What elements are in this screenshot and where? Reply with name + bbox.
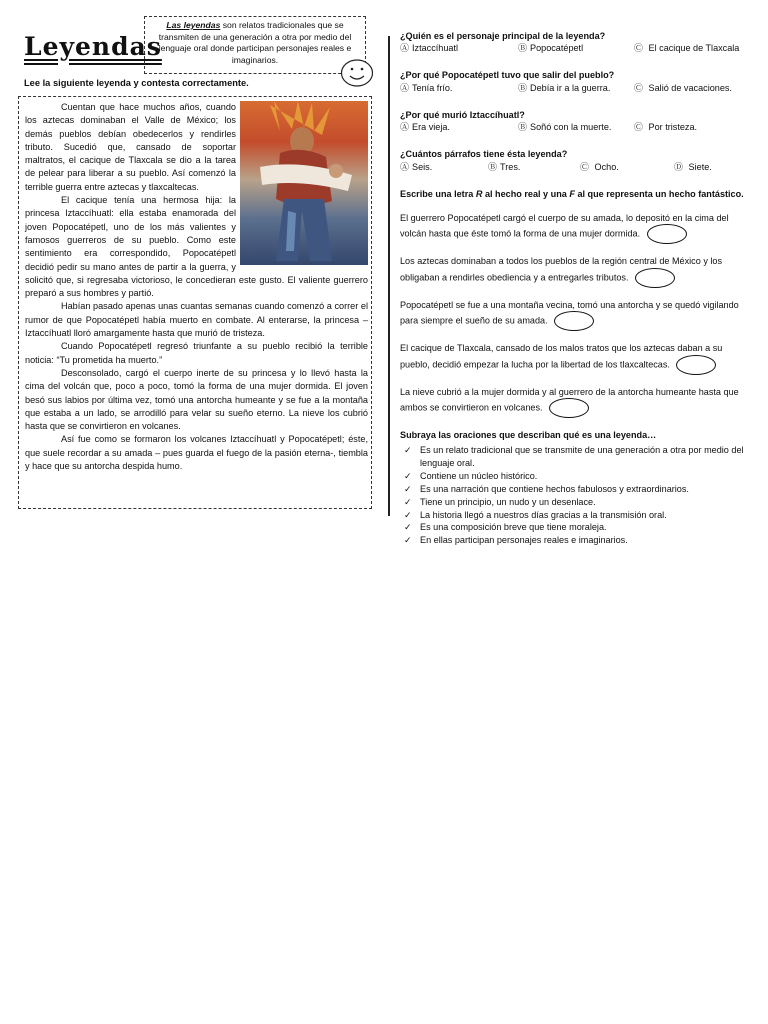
page-title: Leyendas [24, 32, 162, 61]
answer-oval[interactable] [549, 398, 589, 418]
answer-oval[interactable] [554, 311, 594, 331]
check-icon: ✓ [404, 483, 412, 494]
option-b[interactable]: Ⓑ Tres. [488, 161, 521, 172]
checklist-item[interactable]: ✓ Es una composición breve que tiene moraleja. [404, 522, 607, 533]
checklist-item[interactable]: ✓ Tiene un principio, un nudo y un desenlace. [404, 496, 596, 507]
checklist-item[interactable]: ✓ Es una narración que contiene hechos fabulosos y extraordinarios. [404, 483, 689, 494]
definition-checklist [400, 444, 746, 546]
option-a[interactable]: Ⓐ Iztaccíhuatl [400, 43, 459, 54]
smiley-face-icon [340, 58, 374, 88]
checklist-item[interactable]: ✓ En ellas participan personajes reales e imaginarios. [404, 535, 628, 546]
fact-statement-3: Popocatépetl se fue a una montaña vecina, tomó una antorcha y se quedó vigilando para siempre el sueño de su amada. [400, 299, 746, 331]
definition-term: Las leyendas [166, 20, 221, 30]
answer-oval[interactable] [635, 268, 675, 288]
story-paragraph-4: Cuando Popocatépetl regresó triunfante a su pueblo recibió la terrible noticia: “Tu prometida ha muerto.” [25, 341, 368, 365]
check-icon: ✓ [404, 522, 412, 533]
fact-statement-1: El guerrero Popocatépetl cargó el cuerpo de su amada, lo depositó en la cima del volcán hasta que éste tomó la forma de una mujer dormida. [400, 212, 746, 244]
check-icon: ✓ [404, 509, 412, 520]
fact-statement-5: La nieve cubrió a la mujer dormida y al guerrero de la antorcha humeante hasta que ambos se convirtieron en volcanes. [400, 386, 746, 418]
option-b[interactable]: Ⓑ Soñó con la muerte. [518, 122, 612, 133]
column-divider [388, 36, 390, 516]
option-a[interactable]: Ⓐ Era vieja. [400, 122, 450, 133]
check-icon: ✓ [404, 535, 412, 546]
legend-illustration [240, 101, 368, 265]
fact-statement-2: Los aztecas dominaban a todos los pueblos de la región central de México y los obligaban a rendirles obediencia y a entregarles tributos. [400, 255, 746, 287]
option-c[interactable]: Ⓒ Por tristeza. [634, 122, 698, 133]
option-b[interactable]: Ⓑ Debía ir a la guerra. [518, 82, 611, 93]
checklist-item[interactable]: ✓ La historia llegó a nuestros días gracias a la transmisión oral. [404, 509, 667, 520]
story-paragraph-1: Cuentan que hace muchos años, cuando los aztecas dominaban el Valle de México; los demás pueblos debían obedecerlos y rendirles tributo. Sucedió que, cansado de soportar maltratos, el cacique de Tlaxcala se dio a la tarea de pelear para liberar a su pueblo. Así comenzó la terrible guerra entre aztecas y tlaxcaltecas. [25, 102, 236, 192]
option-b[interactable]: Ⓑ Popocatépetl [518, 43, 584, 54]
option-c[interactable]: Ⓒ Salió de vacaciones. [634, 82, 732, 93]
reading-instruction: Lee la siguiente leyenda y contesta correctamente. [24, 78, 249, 88]
definition-text: son relatos tradicionales que se transmiten de una generación a otra por medio del lenguaje oral donde participan personajes reales e imaginarios. [158, 20, 352, 65]
legend-text-box [18, 96, 372, 509]
story-paragraph-2: El cacique tenía una hermosa hija: la princesa Iztaccíhuatl: ella estaba enamorada del joven Popocatépetl, uno de los más valientes y famosos guerreros de su pueblo. Como este sentimiento era correspondido, Popocatépetl decidió pedir su mano antes de partir a la guerra, y solicitó que, si regresaba victorioso, le concedieran este gusto. El valiente guerrero preparó a sus hombres y partió. [25, 195, 368, 299]
question-4 [400, 148, 746, 173]
option-d[interactable]: Ⓓ Siete. [674, 161, 712, 172]
checklist-item[interactable]: ✓ Contiene un núcleo histórico. [404, 470, 538, 481]
fact-statement-4: El cacique de Tlaxcala, cansado de los malos tratos que los aztecas daban a su pueblo, decidió empezar la lucha por la libertad de los tlaxcaltecas. [400, 342, 746, 374]
question-text: ¿Quién es el personaje principal de la leyenda? [400, 31, 606, 41]
question-text: ¿Por qué murió Iztaccíhuatl? [400, 109, 525, 120]
questions-column [400, 30, 746, 547]
story-paragraph-3: Habían pasado apenas unas cuantas semanas cuando comenzó a correr el rumor de que Popocatépetl había muerto en combate. Al enterarse, la princesa –Iztaccíhuatl lloró amargamente hasta que murió de tristeza. [25, 301, 368, 339]
option-c[interactable]: Ⓒ El cacique de Tlaxcala [634, 43, 740, 54]
answer-oval[interactable] [647, 224, 687, 244]
definition-box [144, 16, 366, 74]
question-1 [400, 30, 746, 55]
checklist-item[interactable]: ✓ Es un relato tradicional que se transmite de una generación a otra por medio del lenguaje oral. [404, 445, 744, 468]
facts-instruction: Escribe una letra R al hecho real y una F al que representa un hecho fantástico. [400, 188, 744, 199]
story-paragraph-6: Así fue como se formaron los volcanes Iztaccíhuatl y Popocatépetl; éste, que suele recordar a su amada – pues guarda el fuego de la pasión eterna-, tiembla y hace que su antorcha despida humo. [25, 434, 368, 472]
option-a[interactable]: Ⓐ Seis. [400, 161, 433, 172]
option-c[interactable]: Ⓒ Ocho. [580, 161, 619, 172]
option-a[interactable]: Ⓐ Tenía frío. [400, 82, 453, 93]
question-2 [400, 69, 746, 94]
question-3 [400, 109, 746, 134]
story-paragraph-5: Desconsolado, cargó el cuerpo inerte de su princesa y lo llevó hasta la cima del volcán que, poco a poco, tomó la forma de una mujer dormida. El joven besó sus labios por última vez, tomó una antorcha humeante y se fue a la montaña que estaba a un lado, se arrodilló para velar su sueño eterno. La nieve los cubrió hasta que se convirtieron en volcanes. [25, 367, 368, 432]
answer-oval[interactable] [676, 355, 716, 375]
question-text: ¿Cuántos párrafos tiene ésta leyenda? [400, 149, 568, 160]
check-icon: ✓ [404, 496, 412, 507]
check-icon: ✓ [404, 470, 412, 481]
question-text: ¿Por qué Popocatépetl tuvo que salir del pueblo? [400, 70, 615, 81]
underline-instruction: Subraya las oraciones que describan qué es una leyenda… [400, 430, 657, 441]
check-icon: ✓ [404, 445, 412, 456]
